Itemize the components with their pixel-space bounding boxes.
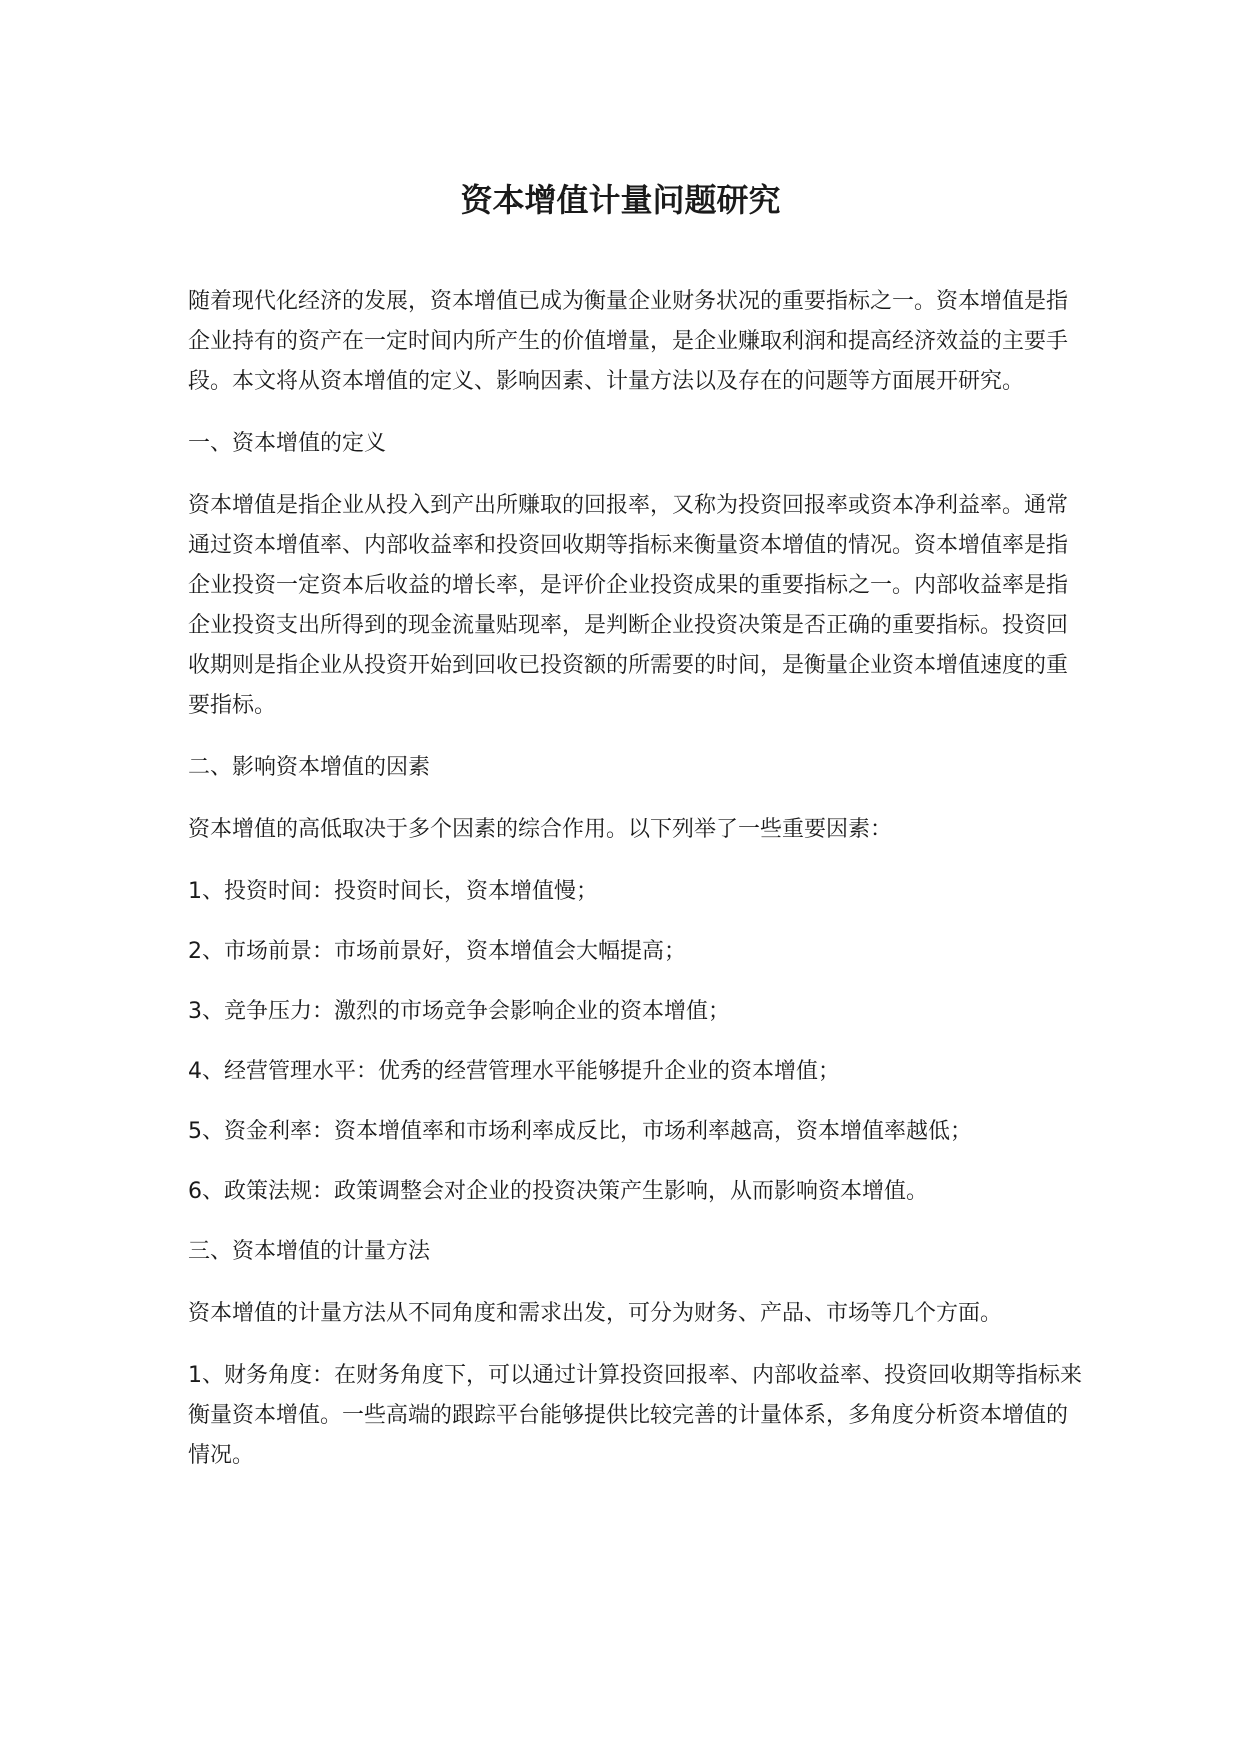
list-item: 2、市场前景：市场前景好，资本增值会大幅提高； — [188, 939, 686, 964]
document-title: 资本增值计量问题研究 — [460, 181, 781, 219]
section-heading-methods: 三、资本增值的计量方法 — [188, 1239, 431, 1264]
list-item: 6、政策法规：政策调整会对企业的投资决策产生影响，从而影响资本增值。 — [188, 1179, 928, 1204]
list-item: 3、竞争压力：激烈的市场竞争会影响企业的资本增值； — [188, 999, 730, 1024]
list-item: 1、投资时间：投资时间长，资本增值慢； — [188, 879, 598, 904]
definition-paragraph: 资本增值是指企业从投入到产出所赚取的回报率，又称为投资回报率或资本净利益率。通常通过资本增值率、内部收益率和投资回收期等指标来衡量资本增值的情况。资本增值率是指企业投资一定资本后收益的增长率，是评价企业投资成果的重要指标之一。内部收益率是指企业投资支出所得到的现金流量贴现率，是判断企业投资决策是否正确的重要指标。投资回收期则是指企业从投资开始到回收已投资额的所需要的时间，是衡量企业资本增值速度的重要指标。 — [188, 493, 1069, 718]
document-body — [188, 282, 1088, 1498]
section-heading-definition: 一、资本增值的定义 — [188, 431, 387, 456]
list-item: 5、资金利率：资本增值率和市场利率成反比，市场利率越高，资本增值率越低； — [188, 1119, 972, 1144]
methods-intro-paragraph: 资本增值的计量方法从不同角度和需求出发，可分为财务、产品、市场等几个方面。 — [188, 1301, 1003, 1326]
list-item: 4、经营管理水平：优秀的经营管理水平能够提升企业的资本增值； — [188, 1059, 840, 1084]
section-heading-factors: 二、影响资本增值的因素 — [188, 755, 431, 780]
factors-intro-paragraph: 资本增值的高低取决于多个因素的综合作用。以下列举了一些重要因素： — [188, 817, 893, 842]
intro-paragraph: 随着现代化经济的发展，资本增值已成为衡量企业财务状况的重要指标之一。资本增值是指企业持有的资产在一定时间内所产生的价值增量，是企业赚取利润和提高经济效益的主要手段。本文将从资本增值的定义、影响因素、计量方法以及存在的问题等方面展开研究。 — [188, 289, 1069, 394]
list-item: 1、财务角度：在财务角度下，可以通过计算投资回报率、内部收益率、投资回收期等指标来衡量资本增值。一些高端的跟踪平台能够提供比较完善的计量体系，多角度分析资本增值的情况。 — [188, 1363, 1083, 1468]
